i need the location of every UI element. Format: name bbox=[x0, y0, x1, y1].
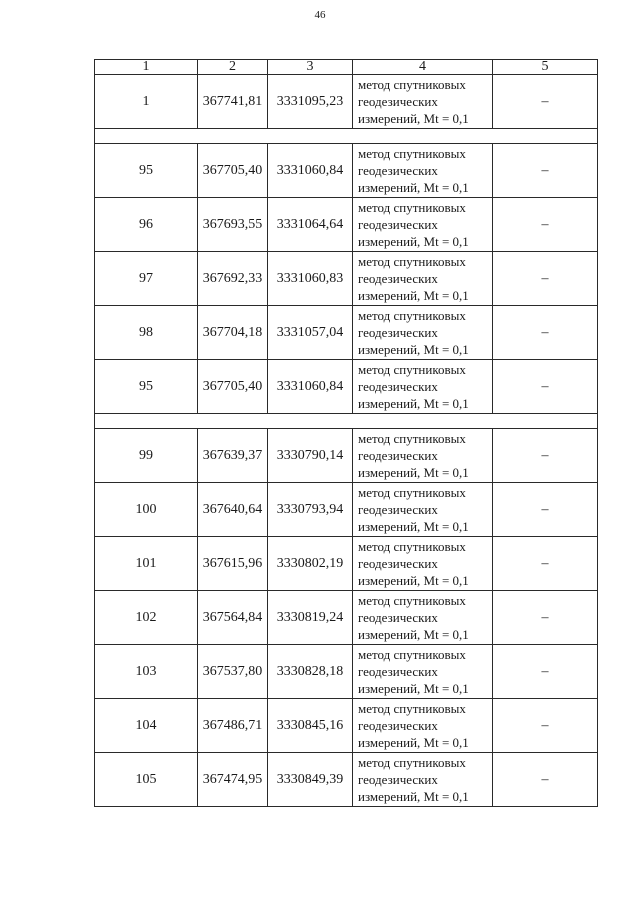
note-cell: – bbox=[493, 537, 598, 591]
method-cell bbox=[353, 699, 493, 753]
method-line: геодезических bbox=[358, 772, 438, 787]
point-number-cell: 102 bbox=[95, 591, 198, 645]
y-coordinate-cell: 3330790,14 bbox=[268, 429, 353, 483]
table-row bbox=[95, 252, 598, 306]
point-number-cell: 101 bbox=[95, 537, 198, 591]
note-cell: – bbox=[493, 306, 598, 360]
point-number-cell: 104 bbox=[95, 699, 198, 753]
x-coordinate-cell: 367693,55 bbox=[198, 198, 268, 252]
method-line: измерений, Mt = 0,1 bbox=[358, 573, 469, 588]
method-line: метод спутниковых bbox=[358, 77, 466, 92]
x-coordinate-cell: 367639,37 bbox=[198, 429, 268, 483]
group-separator-cell bbox=[95, 414, 598, 429]
method-line: измерений, Mt = 0,1 bbox=[358, 681, 469, 696]
method-line: геодезических bbox=[358, 325, 438, 340]
point-number-cell: 96 bbox=[95, 198, 198, 252]
x-coordinate-cell: 367705,40 bbox=[198, 144, 268, 198]
point-number-cell: 97 bbox=[95, 252, 198, 306]
table-row bbox=[95, 645, 598, 699]
note-cell: – bbox=[493, 75, 598, 129]
method-line: измерений, Mt = 0,1 bbox=[358, 111, 469, 126]
table-row bbox=[95, 591, 598, 645]
method-cell bbox=[353, 75, 493, 129]
method-line: измерений, Mt = 0,1 bbox=[358, 519, 469, 534]
method-line: геодезических bbox=[358, 556, 438, 571]
method-line: геодезических bbox=[358, 448, 438, 463]
table-row bbox=[95, 537, 598, 591]
point-number-cell: 95 bbox=[95, 360, 198, 414]
method-cell bbox=[353, 252, 493, 306]
table-row bbox=[95, 699, 598, 753]
x-coordinate-cell: 367537,80 bbox=[198, 645, 268, 699]
method-line: метод спутниковых bbox=[358, 485, 466, 500]
x-coordinate-cell: 367704,18 bbox=[198, 306, 268, 360]
method-line: измерений, Mt = 0,1 bbox=[358, 288, 469, 303]
method-line: геодезических bbox=[358, 502, 438, 517]
x-coordinate-cell: 367474,95 bbox=[198, 753, 268, 807]
table-row bbox=[95, 753, 598, 807]
method-cell bbox=[353, 645, 493, 699]
method-cell bbox=[353, 483, 493, 537]
table-row bbox=[95, 306, 598, 360]
method-line: метод спутниковых bbox=[358, 593, 466, 608]
method-line: геодезических bbox=[358, 610, 438, 625]
table-row bbox=[95, 360, 598, 414]
method-line: геодезических bbox=[358, 271, 438, 286]
method-line: измерений, Mt = 0,1 bbox=[358, 396, 469, 411]
method-line: измерений, Mt = 0,1 bbox=[358, 465, 469, 480]
method-line: геодезических bbox=[358, 94, 438, 109]
method-line: геодезических bbox=[358, 217, 438, 232]
method-line: метод спутниковых bbox=[358, 254, 466, 269]
method-cell bbox=[353, 753, 493, 807]
method-line: геодезических bbox=[358, 379, 438, 394]
table-row bbox=[95, 483, 598, 537]
table-row bbox=[95, 198, 598, 252]
method-line: измерений, Mt = 0,1 bbox=[358, 789, 469, 804]
x-coordinate-cell: 367640,64 bbox=[198, 483, 268, 537]
method-line: измерений, Mt = 0,1 bbox=[358, 627, 469, 642]
method-line: метод спутниковых bbox=[358, 200, 466, 215]
method-line: геодезических bbox=[358, 664, 438, 679]
method-cell bbox=[353, 537, 493, 591]
point-number-cell: 98 bbox=[95, 306, 198, 360]
column-header-3: 3 bbox=[268, 60, 353, 75]
y-coordinate-cell: 3330828,18 bbox=[268, 645, 353, 699]
point-number-cell: 105 bbox=[95, 753, 198, 807]
x-coordinate-cell: 367486,71 bbox=[198, 699, 268, 753]
note-cell: – bbox=[493, 144, 598, 198]
method-line: метод спутниковых bbox=[358, 755, 466, 770]
x-coordinate-cell: 367705,40 bbox=[198, 360, 268, 414]
column-header-4: 4 bbox=[353, 60, 493, 75]
method-line: метод спутниковых bbox=[358, 647, 466, 662]
note-cell: – bbox=[493, 753, 598, 807]
coordinates-table bbox=[94, 59, 598, 807]
x-coordinate-cell: 367692,33 bbox=[198, 252, 268, 306]
coordinates-table-body bbox=[95, 60, 598, 807]
note-cell: – bbox=[493, 591, 598, 645]
note-cell: – bbox=[493, 699, 598, 753]
y-coordinate-cell: 3330793,94 bbox=[268, 483, 353, 537]
method-line: измерений, Mt = 0,1 bbox=[358, 234, 469, 249]
point-number-cell: 99 bbox=[95, 429, 198, 483]
table-row bbox=[95, 429, 598, 483]
group-separator-cell bbox=[95, 129, 598, 144]
x-coordinate-cell: 367615,96 bbox=[198, 537, 268, 591]
note-cell: – bbox=[493, 198, 598, 252]
y-coordinate-cell: 3331057,04 bbox=[268, 306, 353, 360]
x-coordinate-cell: 367741,81 bbox=[198, 75, 268, 129]
method-line: геодезических bbox=[358, 163, 438, 178]
y-coordinate-cell: 3330802,19 bbox=[268, 537, 353, 591]
method-line: метод спутниковых bbox=[358, 539, 466, 554]
y-coordinate-cell: 3331060,83 bbox=[268, 252, 353, 306]
method-line: измерений, Mt = 0,1 bbox=[358, 342, 469, 357]
y-coordinate-cell: 3330845,16 bbox=[268, 699, 353, 753]
x-coordinate-cell: 367564,84 bbox=[198, 591, 268, 645]
method-line: геодезических bbox=[358, 718, 438, 733]
point-number-cell: 103 bbox=[95, 645, 198, 699]
method-cell bbox=[353, 306, 493, 360]
table-row bbox=[95, 144, 598, 198]
note-cell: – bbox=[493, 252, 598, 306]
method-line: метод спутниковых bbox=[358, 701, 466, 716]
note-cell: – bbox=[493, 645, 598, 699]
column-header-1: 1 bbox=[95, 60, 198, 75]
note-cell: – bbox=[493, 360, 598, 414]
method-line: измерений, Mt = 0,1 bbox=[358, 180, 469, 195]
y-coordinate-cell: 3330819,24 bbox=[268, 591, 353, 645]
method-line: измерений, Mt = 0,1 bbox=[358, 735, 469, 750]
method-cell bbox=[353, 429, 493, 483]
method-line: метод спутниковых bbox=[358, 362, 466, 377]
point-number-cell: 95 bbox=[95, 144, 198, 198]
method-line: метод спутниковых bbox=[358, 431, 466, 446]
y-coordinate-cell: 3331095,23 bbox=[268, 75, 353, 129]
method-cell bbox=[353, 591, 493, 645]
method-line: метод спутниковых bbox=[358, 308, 466, 323]
group-separator-row bbox=[95, 414, 598, 429]
table-header-row bbox=[95, 60, 598, 75]
method-cell bbox=[353, 144, 493, 198]
point-number-cell: 100 bbox=[95, 483, 198, 537]
column-header-5: 5 bbox=[493, 60, 598, 75]
y-coordinate-cell: 3330849,39 bbox=[268, 753, 353, 807]
y-coordinate-cell: 3331064,64 bbox=[268, 198, 353, 252]
method-cell bbox=[353, 360, 493, 414]
group-separator-row bbox=[95, 129, 598, 144]
y-coordinate-cell: 3331060,84 bbox=[268, 360, 353, 414]
point-number-cell: 1 bbox=[95, 75, 198, 129]
method-cell bbox=[353, 198, 493, 252]
note-cell: – bbox=[493, 429, 598, 483]
method-line: метод спутниковых bbox=[358, 146, 466, 161]
note-cell: – bbox=[493, 483, 598, 537]
y-coordinate-cell: 3331060,84 bbox=[268, 144, 353, 198]
table-row bbox=[95, 75, 598, 129]
page-number: 46 bbox=[314, 9, 326, 21]
column-header-2: 2 bbox=[198, 60, 268, 75]
